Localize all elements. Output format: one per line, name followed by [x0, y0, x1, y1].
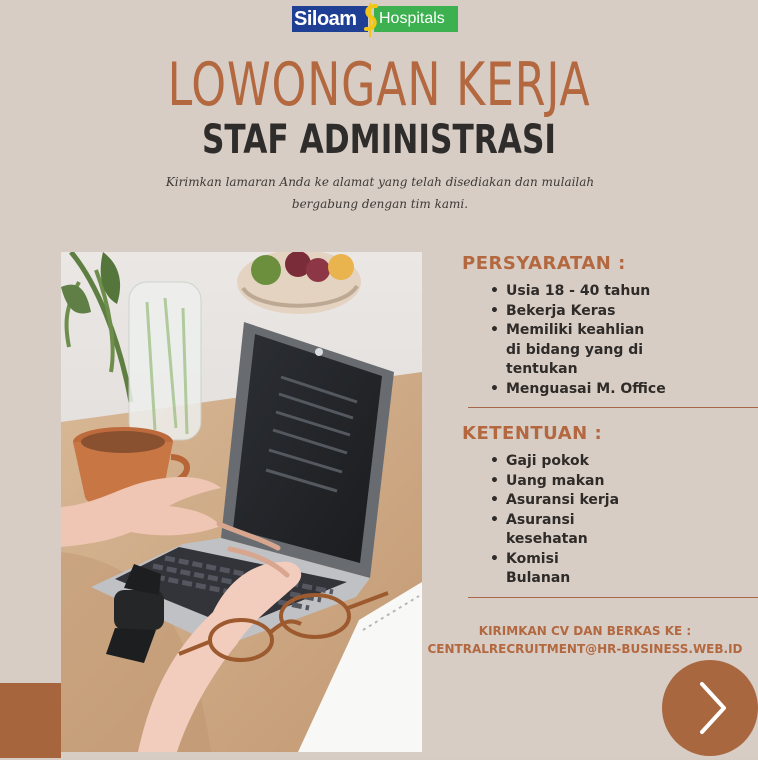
contact-info — [420, 622, 750, 658]
requirements-title: PERSYARATAN : — [462, 253, 626, 274]
decorative-corner-block — [0, 683, 61, 758]
requirements-list — [490, 282, 670, 399]
requirement-item: • Memiliki keahlian di bidang yang di tentukan — [490, 321, 656, 380]
terms-list — [490, 452, 620, 589]
contact-instruction: KIRIMKAN CV DAN BERKAS KE : — [478, 624, 692, 638]
section-divider — [468, 407, 758, 408]
brand-name-right: Hospitals — [374, 6, 458, 32]
brand-name-left: Siloam — [292, 6, 368, 32]
requirement-item: • Menguasai M. Office — [490, 380, 670, 400]
terms-title: KETENTUAN : — [462, 423, 603, 444]
term-item: • Komisi Bulanan — [490, 550, 586, 589]
intro-text: Kirimkan lamaran Anda ke alamat yang telah disediakan dan mulailah bergabung dengan tim kami. — [165, 175, 595, 211]
next-button[interactable] — [662, 660, 758, 756]
page-title: LOWONGAN KERJA — [167, 50, 591, 120]
section-divider — [468, 597, 758, 598]
workspace-illustration — [61, 252, 422, 752]
brand-logo — [292, 4, 458, 34]
laptop-workspace-photo — [61, 252, 422, 752]
requirement-item: • Bekerja Keras — [490, 302, 670, 322]
job-position: STAF ADMINISTRASI — [201, 117, 557, 163]
contact-email[interactable]: CENTRALRECRUITMENT@HR-BUSINESS.WEB.ID — [427, 642, 743, 656]
chevron-right-icon — [662, 660, 758, 756]
term-item: • Asuransi kesehatan — [490, 511, 606, 550]
requirement-item: • Usia 18 - 40 tahun — [490, 282, 670, 302]
term-item: • Uang makan — [490, 472, 620, 492]
term-item: • Gaji pokok — [490, 452, 620, 472]
brand-mark-icon — [362, 2, 380, 38]
term-item: • Asuransi kerja — [490, 491, 620, 511]
